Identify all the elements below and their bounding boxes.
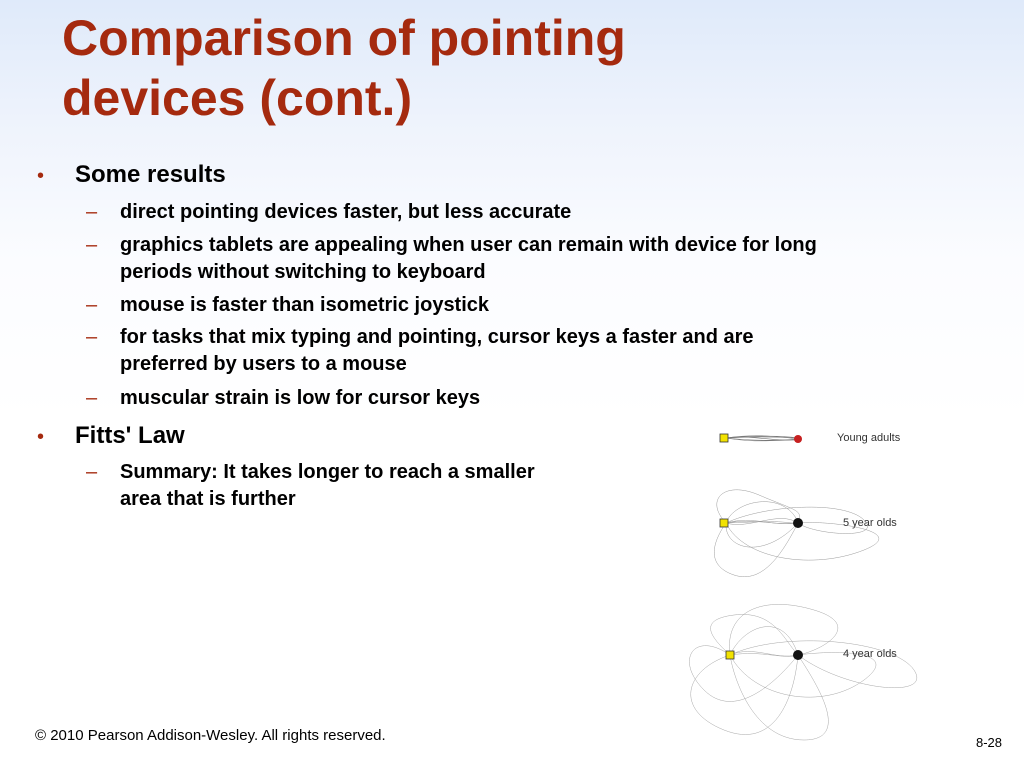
subitem-typing-pointing-line2: preferred by users to a mouse: [120, 353, 407, 375]
four-year-olds-trajectories: [689, 604, 916, 740]
start-marker-young: [720, 434, 728, 442]
title-line-1: Comparison of pointing: [62, 10, 626, 66]
dash-marker: –: [86, 387, 98, 409]
dash-marker: –: [86, 461, 98, 483]
start-marker-4yo: [726, 651, 734, 659]
start-marker-5yo: [720, 519, 728, 527]
subitem-typing-pointing-line1: for tasks that mix typing and pointing, cursor keys a faster and are: [120, 326, 754, 348]
subitem-graphics-tablets-line1: graphics tablets are appealing when user can remain with device for long: [120, 234, 817, 256]
dash-marker: –: [86, 326, 98, 348]
footer-copyright: © 2010 Pearson Addison-Wesley. All rights reserved.: [35, 727, 386, 744]
subitem-fitts-summary-line2: area that is further: [120, 488, 296, 510]
subitem-muscular-strain: muscular strain is low for cursor keys: [120, 387, 481, 409]
target-marker-5yo: [793, 518, 803, 528]
bullet-marker: •: [37, 165, 45, 187]
dash-marker: –: [86, 234, 98, 256]
subitem-direct-pointing: direct pointing devices faster, but less accurate: [120, 201, 572, 223]
dash-marker: –: [86, 201, 98, 223]
subitem-fitts-summary-line1: Summary: It takes longer to reach a smaller: [120, 461, 535, 483]
label-5-year-olds: 5 year olds: [843, 517, 897, 529]
five-year-olds-trajectories: [714, 490, 879, 577]
target-marker-4yo: [793, 650, 803, 660]
dash-marker: –: [86, 294, 98, 316]
young-adults-trajectories: [726, 436, 798, 441]
target-marker-young: [794, 435, 802, 443]
slide-title: [62, 8, 822, 128]
bullet-fitts-law: Fitts' Law: [75, 422, 185, 449]
subitem-mouse-joystick: mouse is faster than isometric joystick: [120, 294, 490, 316]
title-line-2: devices (cont.): [62, 70, 413, 126]
label-4-year-olds: 4 year olds: [843, 648, 897, 660]
trajectories-svg: [664, 410, 944, 750]
bullet-marker: •: [37, 426, 45, 448]
pointing-trajectories-figure: [664, 410, 944, 750]
subitem-graphics-tablets-line2: periods without switching to keyboard: [120, 261, 486, 283]
label-young-adults: Young adults: [837, 432, 901, 444]
footer-page-number: 8-28: [976, 735, 1003, 750]
bullet-some-results: Some results: [75, 161, 226, 188]
